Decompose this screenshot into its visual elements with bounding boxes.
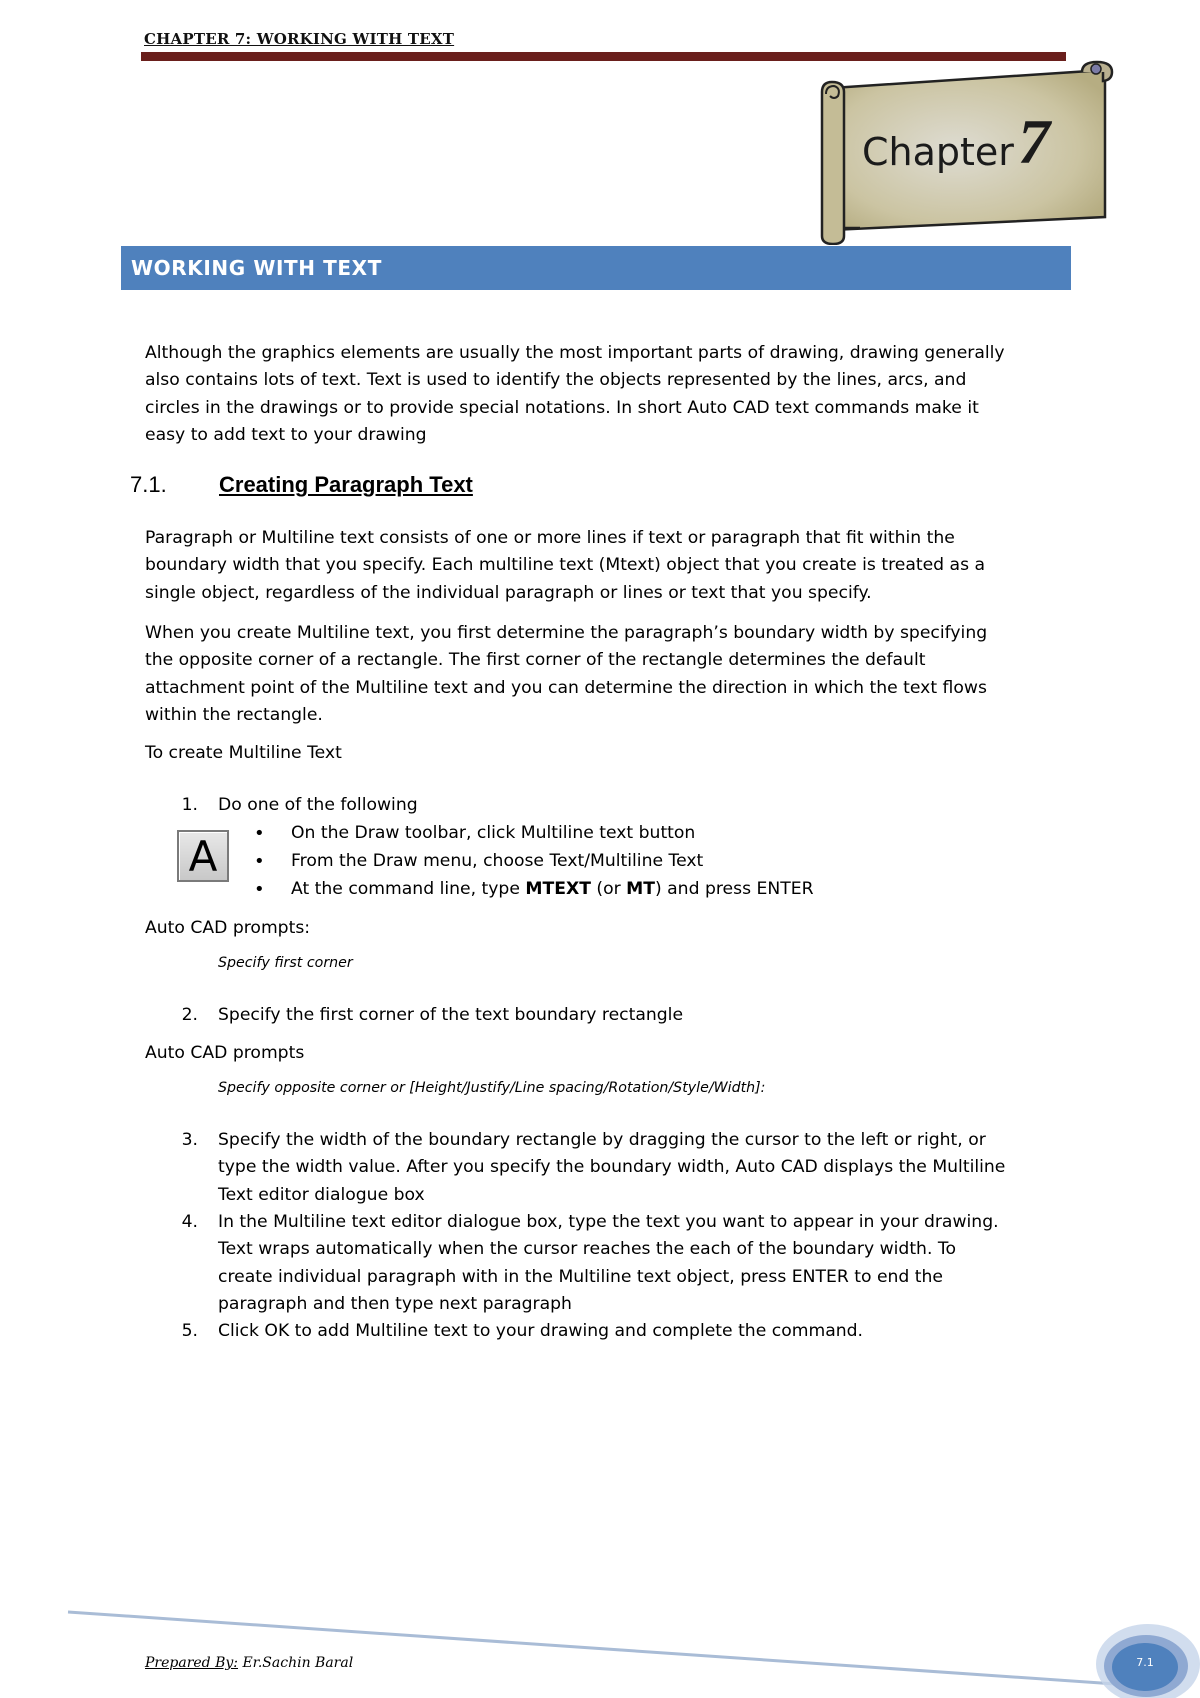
step-line: create individual paragraph with in the Multiline text object, press ENTER to end the xyxy=(218,1266,944,1287)
paragraph-line: within the rectangle. xyxy=(145,704,323,725)
to-create-label: To create Multiline Text xyxy=(145,743,342,763)
step-text: Specify the first corner of the text boundary rectangle xyxy=(218,1005,684,1025)
paragraph-line: boundary width that you specify. Each multiline text (Mtext) object that you create is treated as a xyxy=(145,555,986,576)
section-title-band: WORKING WITH TEXT xyxy=(121,246,1071,290)
prompt-text: Specify opposite corner or [Height/Justify/Line spacing/Rotation/Style/Width]: xyxy=(218,1080,766,1096)
prepared-label: Prepared By: xyxy=(145,1655,239,1671)
command-mt: MT xyxy=(626,879,655,899)
prompt-label: Auto CAD prompts: xyxy=(145,918,311,938)
bullet-text-part: ) and press ENTER xyxy=(654,879,814,899)
step-line: In the Multiline text editor dialogue box, type the text you want to appear in your drawing. xyxy=(218,1212,999,1232)
intro-line: easy to add text to your drawing xyxy=(145,424,427,445)
paragraph-line: Paragraph or Multiline text consists of one or more lines if text or paragraph that fit within the xyxy=(145,528,955,548)
bullet-icon: • xyxy=(254,823,265,844)
step-line: Specify the width of the boundary rectangle by dragging the cursor to the left or right, or xyxy=(218,1130,986,1150)
section-number: 7.1. xyxy=(130,472,167,497)
command-mtext: MTEXT xyxy=(525,879,591,899)
bullet-icon: • xyxy=(254,879,265,900)
intro-paragraph xyxy=(145,340,1060,449)
paragraph-line: attachment point of the Multiline text and you can determine the direction in which the text flows xyxy=(145,677,987,698)
running-header: CHAPTER 7: WORKING WITH TEXT xyxy=(144,30,455,48)
intro-line: also contains lots of text. Text is used to identify the objects represented by the lines, arcs, and xyxy=(145,370,967,391)
section-heading: Creating Paragraph Text xyxy=(219,472,473,497)
paragraph-line: When you create Multiline text, you first determine the paragraph’s boundary width by specifying xyxy=(145,623,988,643)
step-number: 1. xyxy=(181,795,198,815)
page-number: 7.1 xyxy=(1136,1656,1154,1669)
bullet-text-part: (or xyxy=(590,879,627,899)
footer-decoration xyxy=(0,1600,1200,1698)
step-text xyxy=(218,1127,1060,1209)
bullet-icon: • xyxy=(254,851,265,872)
step-text: Click OK to add Multiline text to your drawing and complete the command. xyxy=(218,1321,863,1341)
prompt-text: Specify first corner xyxy=(218,955,353,971)
step-text xyxy=(218,1209,1060,1318)
chapter-label: Chapter xyxy=(862,130,1014,174)
paragraph-multiline-definition xyxy=(145,525,1060,607)
step-text: Do one of the following xyxy=(218,795,418,815)
step-line: Text wraps automatically when the cursor reaches the each of the boundary width. To xyxy=(218,1239,956,1260)
author-name: Er.Sachin Baral xyxy=(238,1655,354,1671)
multiline-text-button-icon: A xyxy=(177,830,229,882)
step-line: type the width value. After you specify the boundary width, Auto CAD displays the Multiline xyxy=(218,1157,1006,1178)
bullet-text: From the Draw menu, choose Text/Multiline Text xyxy=(291,851,704,871)
step-line: paragraph and then type next paragraph xyxy=(218,1293,572,1314)
prompt-label: Auto CAD prompts xyxy=(145,1043,305,1063)
paragraph-line: single object, regardless of the individual paragraph or lines or text that you specify. xyxy=(145,582,872,603)
chapter-number: 7 xyxy=(1018,106,1050,177)
step-number: 2. xyxy=(181,1005,198,1025)
prepared-by xyxy=(145,1655,353,1671)
paragraph-line: the opposite corner of a rectangle. The first corner of the rectangle determines the default xyxy=(145,650,926,671)
step-line: Text editor dialogue box xyxy=(218,1184,425,1205)
intro-line: circles in the drawings or to provide special notations. In short Auto CAD text commands make it xyxy=(145,397,979,418)
paragraph-boundary-width xyxy=(145,620,1060,729)
intro-line: Although the graphics elements are usually the most important parts of drawing, drawing generally xyxy=(145,343,1005,363)
bullet-text: On the Draw toolbar, click Multiline text button xyxy=(291,823,696,843)
step-number: 4. xyxy=(181,1212,198,1232)
step-number: 3. xyxy=(181,1130,198,1150)
bullet-text-part: At the command line, type xyxy=(291,879,526,899)
step-number: 5. xyxy=(181,1321,198,1341)
bullet-text xyxy=(291,876,814,903)
